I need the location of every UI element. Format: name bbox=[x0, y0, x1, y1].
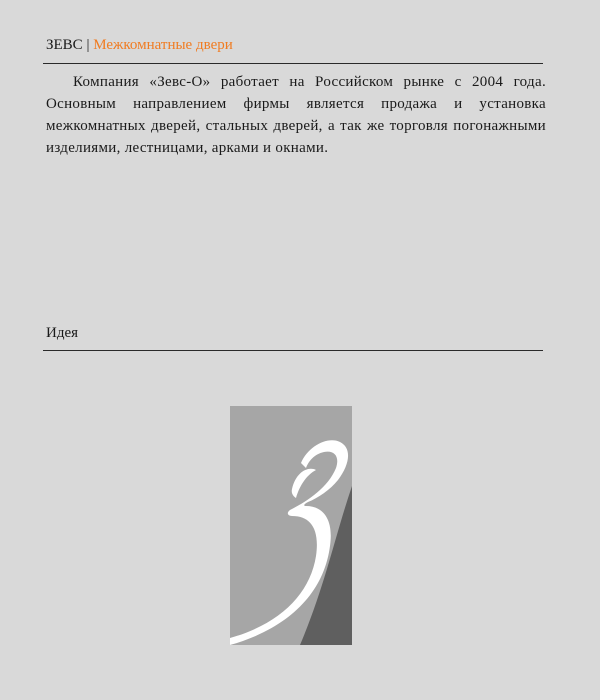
section-divider bbox=[43, 350, 543, 351]
zevs-logo bbox=[230, 406, 352, 645]
brand-name[interactable]: ЗЕВС bbox=[46, 37, 83, 53]
site-header bbox=[46, 36, 233, 54]
header-divider bbox=[43, 63, 543, 64]
breadcrumb-separator: | bbox=[86, 37, 90, 53]
breadcrumb-current[interactable]: Межкомнатные двери bbox=[93, 37, 233, 53]
company-description: Компания «Зевс-О» работает на Российском рынке с 2004 года. Основным направлением фирмы является продажа и установка межкомнатных дверей, стальных дверей, а так же торговля погонажными изделиями, лестницами, арками и окнами. bbox=[46, 74, 546, 156]
section-title-idea: Идея bbox=[46, 325, 79, 341]
